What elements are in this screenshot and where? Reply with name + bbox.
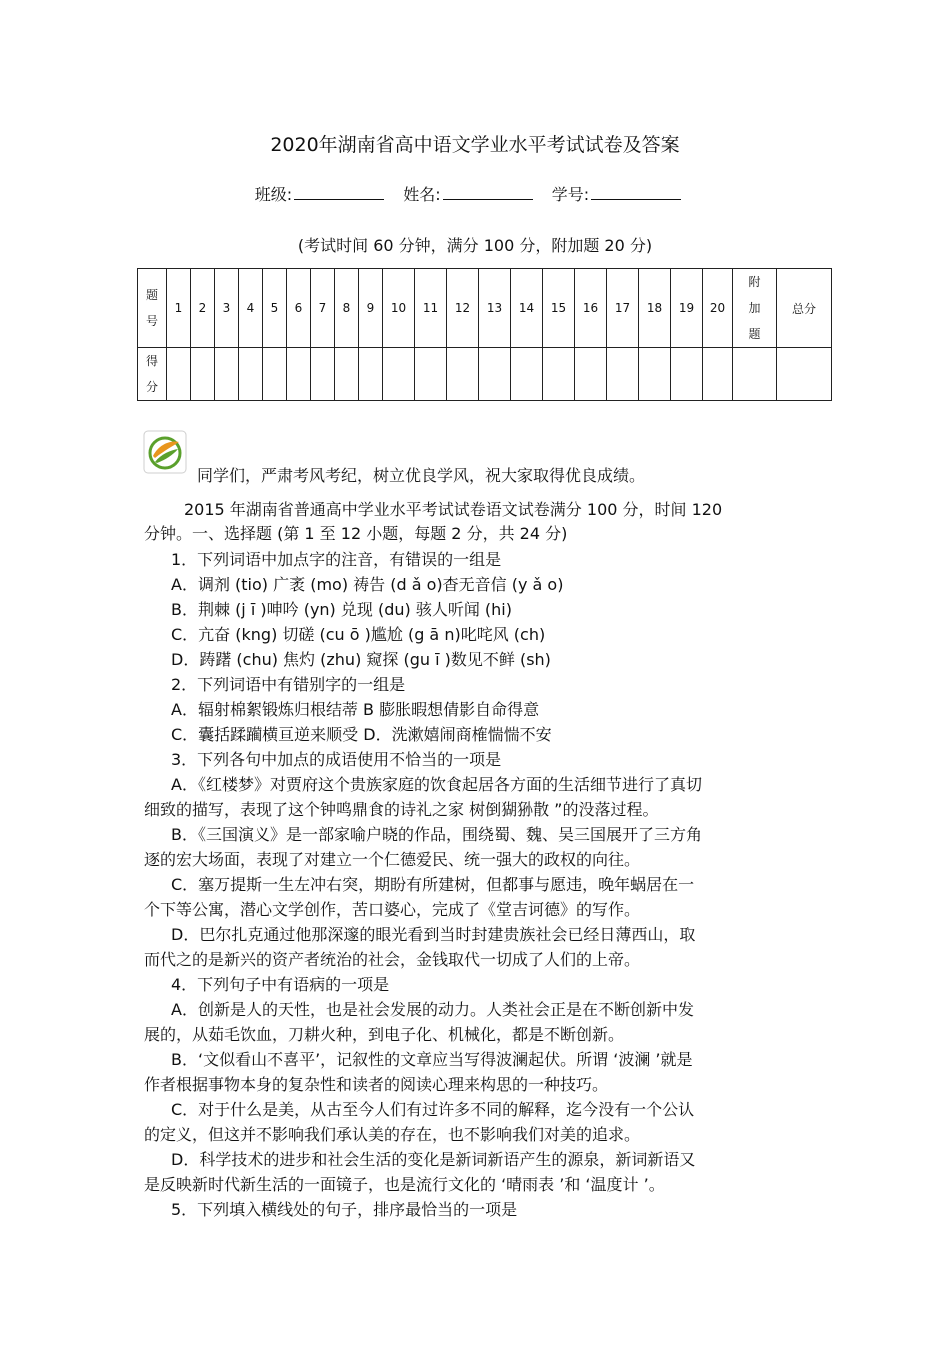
text-line: C．对于什么是美，从古至今人们有过许多不同的解释，迄今没有一个公认 [171,1100,695,1119]
leaf-logo-icon [143,430,187,474]
question-number-cell: 1 [167,269,191,348]
score-cell[interactable] [639,348,671,401]
exam-info: (考试时间 60 分钟，满分 100 分，附加题 20 分) [297,236,653,255]
student-info-line [0,182,950,205]
question-number-cell: 20 [703,269,733,348]
text-line: 2015 年湖南省普通高中学业水平考试试卷语文试卷满分 100 分，时间 120 [184,500,723,519]
total-score-label: 总分 [777,269,832,348]
name-label: 姓名: [403,185,441,204]
class-label: 班级: [254,185,293,204]
score-cell[interactable] [607,348,639,401]
text-line: 的定义，但这并不影响我们承认美的存在，也不影响我们对美的追求。 [144,1125,641,1144]
text-line: B．《三国演义》是一部家喻户晓的作品，围绕蜀、魏、吴三国展开了三方角 [171,825,702,844]
question-number-cell: 3 [215,269,239,348]
name-blank [443,185,533,200]
question-number-cell: 7 [311,269,335,348]
text-line: A．调剂 (tio) 广袤 (mo) 祷告 (d ǎ o)杳无音信 (y ǎ o) [171,575,564,594]
score-cell[interactable] [575,348,607,401]
total-score-cell[interactable] [777,348,832,401]
question-number-cell: 9 [359,269,383,348]
score-label: 得 分 [138,348,167,401]
question-number-cell: 12 [447,269,479,348]
score-cell[interactable] [311,348,335,401]
score-table [137,268,832,401]
score-cell[interactable] [447,348,479,401]
text-line: 分钟。一、选择题 (第 1 至 12 小题，每题 2 分，共 24 分) [144,524,568,543]
extra-score-cell[interactable] [733,348,777,401]
question-number-cell: 11 [415,269,447,348]
question-number-cell: 4 [239,269,263,348]
question-number-cell: 10 [383,269,415,348]
question-number-cell: 8 [335,269,359,348]
text-line: D．科学技术的进步和社会生活的变化是新词新语产生的源泉，新词新语又 [171,1150,696,1169]
score-cell[interactable] [335,348,359,401]
extra-question-label: 附 加 题 [733,269,777,348]
score-cell[interactable] [239,348,263,401]
text-line: 而代之的是新兴的资产者统治的社会，金钱取代一切成了人们的上帝。 [144,950,641,969]
text-line: C．亢奋 (kng) 切磋 (cu ō )尴尬 (g ā n)叱咤风 (ch) [171,625,546,644]
text-line: D．踌躇 (chu) 焦灼 (zhu) 窥探 (gu ī )数见不鲜 (sh) [171,650,551,669]
score-cell[interactable] [543,348,575,401]
text-line: 1．下列词语中加点字的注音，有错误的一组是 [171,550,502,569]
score-cell[interactable] [287,348,311,401]
question-number-cell: 14 [511,269,543,348]
score-cell[interactable] [511,348,543,401]
score-cell[interactable] [415,348,447,401]
score-cell[interactable] [215,348,239,401]
text-line: A．创新是人的天性，也是社会发展的动力。人类社会正是在不断创新中发 [171,1000,694,1019]
score-table-score-row [138,348,832,401]
page-title: 2020年湖南省高中语文学业水平考试试卷及答案 [270,134,680,156]
id-blank [591,185,681,200]
text-line: A．《红楼梦》对贾府这个贵族家庭的饮食起居各方面的生活细节进行了真切 [171,775,702,794]
text-line: B．‘文似看山不喜平’，记叙性的文章应当写得波澜起伏。所谓 ‘波澜 ’就是 [171,1050,693,1069]
text-line: 2．下列词语中有错别字的一组是 [171,675,406,694]
score-cell[interactable] [191,348,215,401]
score-cell[interactable] [703,348,733,401]
text-line: D．巴尔扎克通过他那深邃的眼光看到当时封建贵族社会已经日薄西山，取 [171,925,696,944]
text-line: 5．下列填入横线处的句子，排序最恰当的一项是 [171,1200,518,1219]
question-number-cell: 15 [543,269,575,348]
text-line: C．囊括蹂躏横亘逆来顺受 D．洗漱嬉闹商榷惴惴不安 [171,725,552,744]
text-line: 逐的宏大场面，表现了对建立一个仁德爱民、统一强大的政权的向往。 [144,850,641,869]
score-cell[interactable] [383,348,415,401]
score-table-header-row [138,269,832,348]
question-number-cell: 5 [263,269,287,348]
text-line: 展的，从茹毛饮血，刀耕火种，到电子化、机械化，都是不断创新。 [144,1025,625,1044]
question-number-cell: 16 [575,269,607,348]
id-label: 学号: [551,185,590,204]
question-number-cell: 2 [191,269,215,348]
text-line: 个下等公寓，潜心文学创作，苦口婆心，完成了《堂吉诃德》的写作。 [144,900,641,919]
text-line: 4．下列句子中有语病的一项是 [171,975,390,994]
class-blank [294,185,384,200]
score-cell[interactable] [359,348,383,401]
question-number-cell: 17 [607,269,639,348]
text-line: C．塞万提斯一生左冲右突，期盼有所建树，但都事与愿违，晚年蜗居在一 [171,875,695,894]
text-line: 是反映新时代新生活的一面镜子，也是流行文化的 ‘晴雨表 ’和 ‘温度计 ’。 [144,1175,665,1194]
text-line: 作者根据事物本身的复杂性和读者的阅读心理来构思的一种技巧。 [144,1075,609,1094]
score-cell[interactable] [167,348,191,401]
text-line: 细致的描写，表现了这个钟鸣鼎食的诗礼之家 树倒猢狲散 ”的没落过程。 [144,800,659,819]
score-cell[interactable] [479,348,511,401]
text-line: 同学们，严肃考风考纪，树立优良学风，祝大家取得优良成绩。 [197,466,646,485]
score-cell[interactable] [263,348,287,401]
question-number-cell: 19 [671,269,703,348]
score-cell[interactable] [671,348,703,401]
text-line: B．荆棘 (j ī )呻吟 (yn) 兑现 (du) 骇人听闻 (hi) [171,600,512,619]
text-line: 3．下列各句中加点的成语使用不恰当的一项是 [171,750,502,769]
question-number-label: 题 号 [138,269,167,348]
text-line: A．辐射棉絮锻炼归根结蒂 B 膨胀暇想倩影自命得意 [171,700,540,719]
question-number-cell: 6 [287,269,311,348]
question-number-cell: 18 [639,269,671,348]
question-number-cell: 13 [479,269,511,348]
